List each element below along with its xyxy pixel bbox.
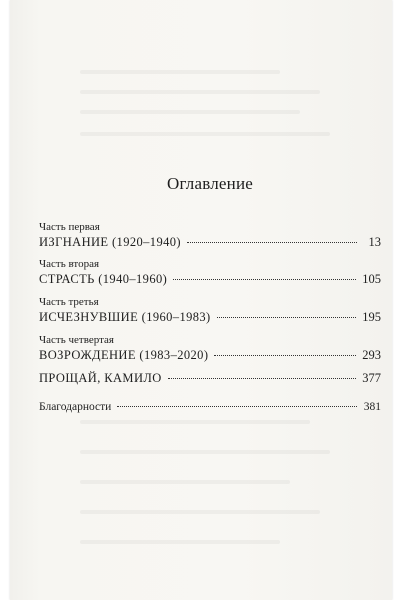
part-label: Часть четвертая	[39, 334, 114, 346]
toc-title: Оглавление	[167, 174, 253, 193]
toc-row	[39, 347, 381, 364]
bleed-through-text	[80, 480, 290, 484]
toc-row	[39, 234, 381, 251]
part-title: ВОЗРОЖДЕНИЕ (1983–2020)	[39, 348, 209, 362]
page-number: 195	[362, 310, 381, 324]
bleed-through-text	[80, 70, 280, 74]
toc-entry-acknowledgements[interactable]	[39, 399, 381, 416]
book-page	[10, 0, 392, 600]
page-number: 105	[362, 272, 381, 286]
dot-leader	[214, 355, 356, 356]
chapter-title: ПРОЩАЙ, КАМИЛО	[39, 371, 162, 385]
dot-leader	[168, 378, 357, 379]
part-title: ИСЧЕЗНУВШИЕ (1960–1983)	[39, 310, 211, 324]
bleed-through-text	[80, 540, 280, 544]
toc-entry-part-4[interactable]	[39, 333, 381, 364]
chapter-title: Благодарности	[39, 401, 112, 413]
bleed-through-text	[80, 510, 320, 514]
toc-entry-part-3[interactable]	[39, 295, 381, 326]
dot-leader	[187, 242, 357, 243]
page-number: 13	[368, 235, 381, 249]
bleed-through-text	[80, 450, 330, 454]
dot-leader	[173, 279, 356, 280]
bleed-through-text	[80, 132, 330, 136]
dot-leader	[217, 317, 357, 318]
part-title: СТРАСТЬ (1940–1960)	[39, 272, 168, 286]
toc-entry-farewell[interactable]	[39, 370, 381, 387]
bleed-through-text	[80, 90, 320, 94]
toc-row	[39, 271, 381, 288]
part-label: Часть третья	[39, 296, 99, 308]
toc-row	[39, 399, 381, 416]
toc-row	[39, 370, 381, 387]
part-label: Часть вторая	[39, 258, 100, 270]
dot-leader	[117, 406, 357, 407]
toc-entry-part-2[interactable]	[39, 257, 381, 288]
toc-entry-part-1[interactable]	[39, 220, 381, 251]
toc-row	[39, 309, 381, 326]
bleed-through-text	[80, 420, 310, 424]
part-title: ИЗГНАНИЕ (1920–1940)	[39, 235, 181, 249]
part-label: Часть первая	[39, 221, 100, 233]
page-number: 377	[362, 371, 381, 385]
page-number: 293	[362, 348, 381, 362]
bleed-through-text	[80, 110, 300, 114]
page-number: 381	[363, 401, 381, 413]
